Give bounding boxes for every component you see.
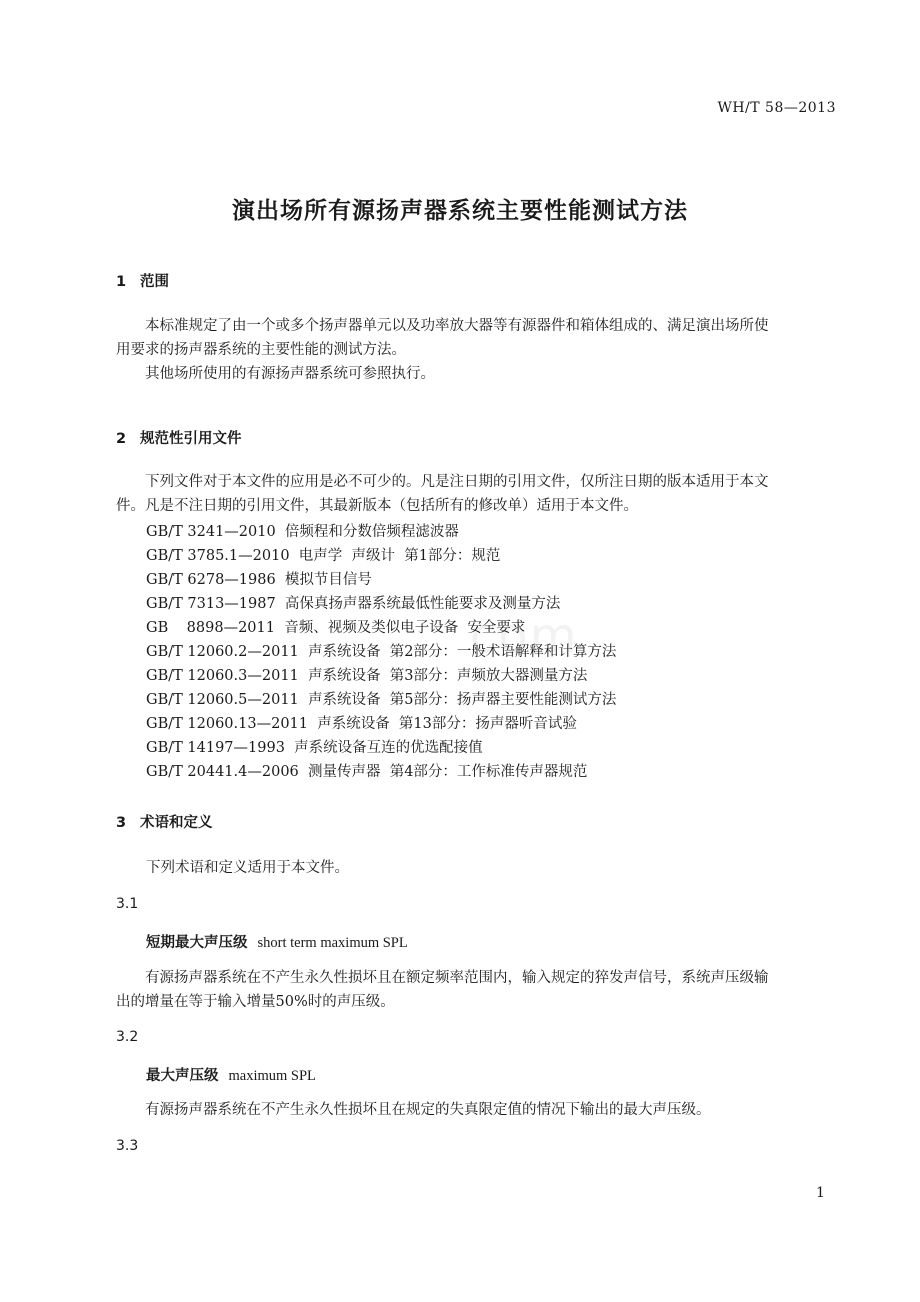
section-3-heading [116,811,213,832]
section-3-intro: 下列术语和定义适用于本文件。 [146,860,349,876]
reference-item: GB/T 6278—1986 模拟节目信号 [146,572,372,588]
reference-item: GB/T 20441.4—2006 测量传声器 第4部分：工作标准传声器规范 [146,764,588,780]
term-chinese: 最大声压级 [146,1068,219,1084]
reference-list [146,520,616,784]
paragraph-line: 件。凡是不注日期的引用文件，其最新版本（包括所有的修改单）适用于本文件。 [116,498,638,514]
watermark: com [470,608,579,664]
term-entry [146,931,408,952]
section-number: 2 [116,431,127,447]
standard-code: WH/T 58—2013 [717,100,836,116]
reference-item: GB/T 12060.5—2011 声系统设备 第5部分：扬声器主要性能测试方法 [146,692,617,708]
term-english: short term maximum SPL [257,935,408,951]
term-chinese: 短期最大声压级 [146,935,248,951]
section-title: 规范性引用文件 [140,431,242,447]
page-number: 1 [816,1185,825,1201]
subclause-number: 3.1 [116,896,139,912]
section-title: 术语和定义 [140,815,213,831]
subclause-number: 3.2 [116,1029,139,1045]
term-entry [146,1064,316,1085]
paragraph-line: 出的增量在等于输入增量50%时的声压级。 [116,994,395,1010]
document-title: 演出场所有源扬声器系统主要性能测试方法 [232,198,688,224]
section-1-body [116,314,769,386]
reference-item: GB/T 14197—1993 声系统设备互连的优选配接值 [146,740,483,756]
section-number: 3 [116,815,127,831]
section-2-heading [116,427,242,448]
paragraph-line: 其他场所使用的有源扬声器系统可参照执行。 [145,366,435,382]
paragraph-line: 有源扬声器系统在不产生永久性损坏且在额定频率范围内，输入规定的猝发声信号，系统声压级输 [145,970,769,986]
paragraph-line: 有源扬声器系统在不产生永久性损坏且在规定的失真限定值的情况下输出的最大声压级。 [145,1102,711,1118]
paragraph-line: 下列文件对于本文件的应用是必不可少的。凡是注日期的引用文件，仅所注日期的版本适用于本文 [145,474,769,490]
reference-item: GB/T 12060.2—2011 声系统设备 第2部分：一般术语解释和计算方法 [146,644,617,660]
term-definition [116,966,769,1014]
section-1-heading [116,270,169,291]
section-number: 1 [116,274,127,290]
section-title: 范围 [140,274,169,290]
reference-item: GB/T 7313—1987 高保真扬声器系统最低性能要求及测量方法 [146,596,561,612]
reference-item: GB 8898—2011 音频、视频及类似电子设备 安全要求 [146,620,526,636]
reference-item: GB/T 3785.1—2010 电声学 声级计 第1部分：规范 [146,548,501,564]
paragraph-line: 用要求的扬声器系统的主要性能的测试方法。 [116,342,406,358]
subclause-number: 3.3 [116,1138,139,1154]
term-definition [116,1098,711,1122]
reference-item: GB/T 3241—2010 倍频程和分数倍频程滤波器 [146,524,459,540]
term-english: maximum SPL [228,1068,316,1084]
paragraph-line: 本标准规定了由一个或多个扬声器单元以及功率放大器等有源器件和箱体组成的、满足演出场所使 [145,318,769,334]
reference-item: GB/T 12060.13—2011 声系统设备 第13部分：扬声器听音试验 [146,716,577,732]
section-2-body [116,470,769,518]
reference-item: GB/T 12060.3—2011 声系统设备 第3部分：声频放大器测量方法 [146,668,588,684]
